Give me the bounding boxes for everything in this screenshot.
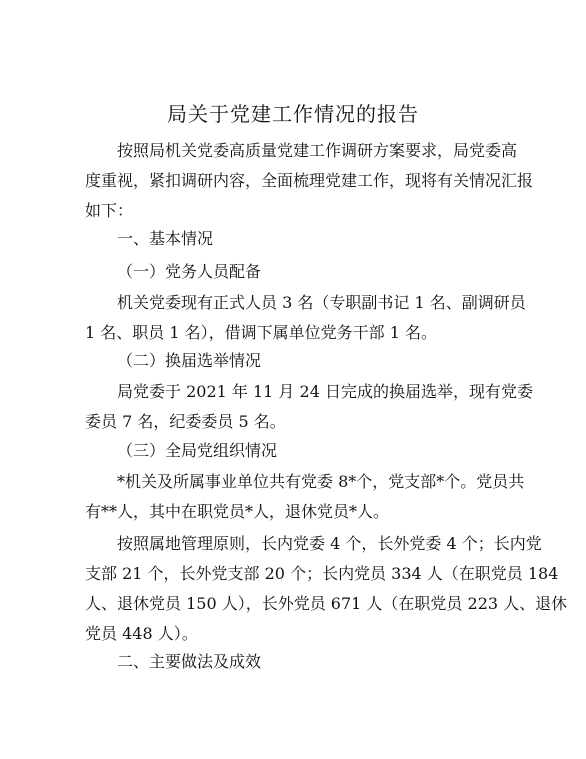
- subsection-3b-line-3: 人、退休党员 150 人），长外党员 671 人（在职党员 223 人、退休: [85, 594, 568, 613]
- subsection-3-heading: （三）全局党组织情况: [117, 441, 278, 460]
- subsection-3b-line-1: 按照属地管理原则，长内党委 4 个，长外党委 4 个；长内党: [117, 534, 542, 553]
- intro-paragraph: [85, 136, 534, 226]
- intro-line-1: 按照局机关党委高质量党建工作调研方案要求，局党委高: [117, 141, 518, 160]
- document-title: 局关于党建工作情况的报告: [167, 102, 419, 126]
- subsection-1-heading: （一）党务人员配备: [117, 262, 262, 281]
- subsection-2-heading: （二）换届选举情况: [117, 351, 262, 370]
- subsection-3b-line-2: 支部 21 个，长外党支部 20 个；长内党员 334 人（在职党员 184: [85, 564, 559, 583]
- subsection-3a-line-1: *机关及所属事业单位共有党委 8*个，党支部*个。党员共: [117, 472, 525, 491]
- section-2-heading: 二、主要做法及成效: [117, 652, 262, 671]
- intro-line-2: 度重视，紧扣调研内容，全面梳理党建工作，现将有关情况汇报: [85, 171, 534, 190]
- subsection-1-line-1: 机关党委现有正式人员 3 名（专职副书记 1 名、副调研员: [117, 293, 526, 312]
- subsection-2-paragraph: [85, 377, 533, 437]
- section-1-heading: 一、基本情况: [117, 229, 214, 248]
- subsection-3-paragraph-a: [85, 467, 525, 527]
- intro-line-3: 如下：: [85, 201, 134, 220]
- subsection-3-paragraph-b: [85, 529, 568, 649]
- subsection-1-line-2: 1 名、职员 1 名），借调下属单位党务干部 1 名。: [85, 323, 437, 342]
- subsection-3a-line-2: 有**人，其中在职党员*人，退休党员*人。: [85, 502, 390, 521]
- subsection-3b-line-4: 党员 448 人）。: [85, 624, 198, 643]
- subsection-1-paragraph: [85, 288, 526, 348]
- subsection-2-line-1: 局党委于 2021 年 11 月 24 日完成的换届选举，现有党委: [117, 382, 533, 401]
- subsection-2-line-2: 委员 7 名，纪委委员 5 名。: [85, 412, 286, 431]
